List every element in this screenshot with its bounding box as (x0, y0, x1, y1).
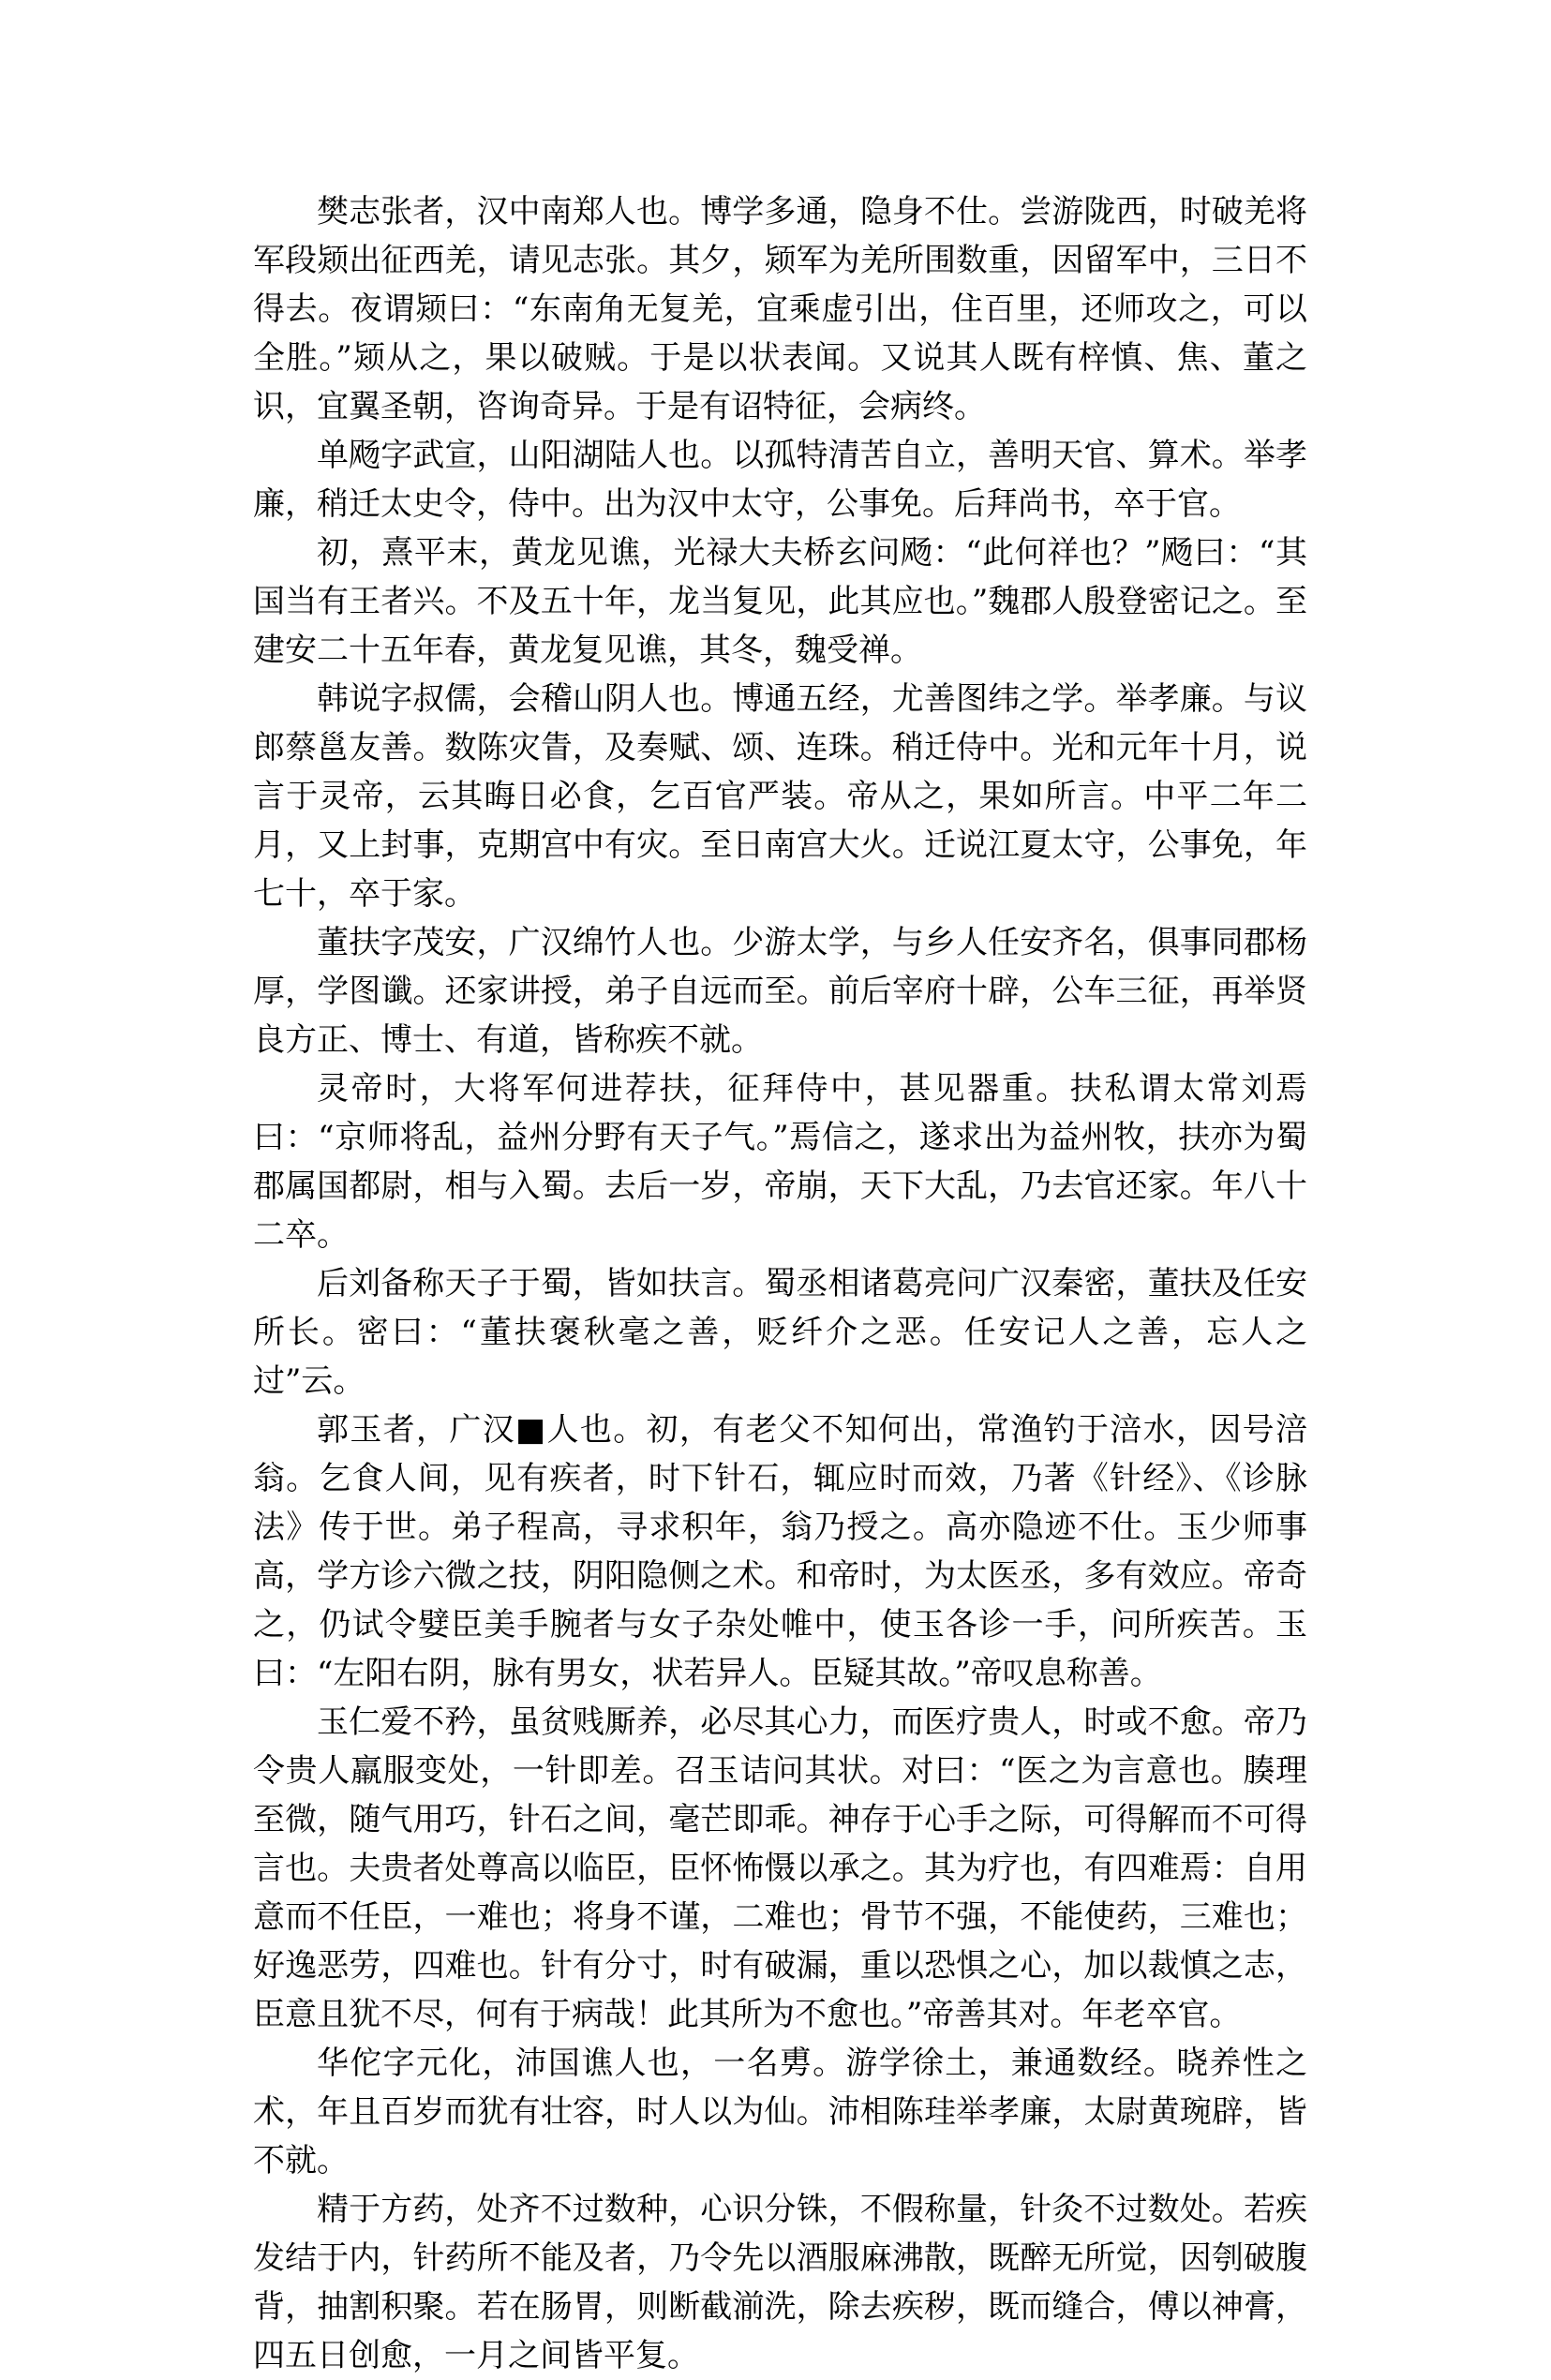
paragraph-guo-yu-four-difficulties: 玉仁爱不矜，虽贫贱厮养，必尽其心力，而医疗贵人，时或不愈。帝乃令贵人羸服变处，一针即差。召玉诘问其状。对曰：“医之为言意也。腠理至微，随气用巧，针石之间，毫芒即乖。神存于心手之际，可得解而不可得言也。夫贵者处尊高以临臣，臣怀怖慑以承之。其为疗也，有四难焉：自用意而不任臣，一难也；将身不谨，二难也；骨节不强，不能使药，三难也；好逸恶劳，四难也。针有分寸，时有破漏，重以恐惧之心，加以裁慎之志，臣意且犹不尽，何有于病哉！此其所为不愈也。”帝善其对。年老卒官。 (253, 1703, 1307, 2033)
paragraph-yellow-dragon: 初，熹平末，黄龙见谯，光禄大夫桥玄问飏：“此何祥也？”飏曰：“其国当有王者兴。不及五十年，龙当复见，此其应也。”魏郡人殷登密记之。至建安二十五年春，黄龙复见谯，其冬，魏受禅。 (253, 534, 1307, 669)
document-page (253, 187, 1307, 2380)
paragraph-guo-yu: 郭玉者，广汉■人也。初，有老父不知何出，常渔钓于涪水，因号涪翁。乞食人间，见有疾者，时下针石，辄应时而效，乃著《针经》、《诊脉法》传于世。弟子程高，寻求积年，翁乃授之。高亦隐迹不仕。玉少师事高，学方诊六微之技，阴阳隐侧之术。和帝时，为太医丞，多有效应。帝奇之，仍试令嬖臣美手腕者与女子杂处帷中，使玉各诊一手，问所疾苦。玉曰：“左阳右阴，脉有男女，状若异人。臣疑其故。”帝叹息称善。 (253, 1411, 1307, 1692)
paragraph-hua-tuo-medicine: 精于方药，处齐不过数种，心识分铢，不假称量，针灸不过数处。若疾发结于内，针药所不能及者，乃令先以酒服麻沸散，既醉无所觉，因刳破腹背，抽割积聚。若在肠胃，则断截湔洗，除去疾秽，既而缝合，傅以神膏，四五日创愈，一月之间皆平复。 (253, 2191, 1307, 2374)
paragraph-shan-yang: 单飏字武宣，山阳湖陆人也。以孤特清苦自立，善明天官、算术。举孝廉，稍迁太史令，侍中。出为汉中太守，公事免。后拜尚书，卒于官。 (253, 437, 1307, 523)
paragraph-fan-zhizhang: 樊志张者，汉中南郑人也。博学多通，隐身不仕。尝游陇西，时破羌将军段颎出征西羌，请见志张。其夕，颎军为羌所围数重，因留军中，三日不得去。夜谓颎曰：“东南角无复羌，宜乘虚引出，住百里，还师攻之，可以全胜。”颎从之，果以破贼。于是以状表闻。又说其人既有梓慎、焦、董之识，宜翼圣朝，咨询奇异。于是有诏特征，会病终。 (253, 193, 1307, 425)
paragraph-liu-bei: 后刘备称天子于蜀，皆如扶言。蜀丞相诸葛亮问广汉秦密，董扶及任安所长。密曰：“董扶褒秋毫之善，贬纤介之恶。任安记人之善，忘人之过”云。 (253, 1265, 1307, 1400)
paragraph-han-shuo: 韩说字叔儒，会稽山阴人也。博通五经，尤善图纬之学。举孝廉。与议郎蔡邕友善。数陈灾眚，及奏赋、颂、连珠。稍迁侍中。光和元年十月，说言于灵帝，云其晦日必食，乞百官严装。帝从之，果如所言。中平二年二月，又上封事，克期宫中有灾。至日南宫大火。迁说江夏太守，公事免，年七十，卒于家。 (253, 680, 1307, 913)
paragraph-hua-tuo: 华佗字元化，沛国谯人也，一名旉。游学徐土，兼通数经。晓养性之术，年且百岁而犹有壮容，时人以为仙。沛相陈珪举孝廉，太尉黄琬辟，皆不就。 (253, 2045, 1307, 2179)
paragraph-dong-fu: 董扶字茂安，广汉绵竹人也。少游太学，与乡人任安齐名，俱事同郡杨厚，学图谶。还家讲授，弟子自远而至。前后宰府十辟，公车三征，再举贤良方正、博士、有道，皆称疾不就。 (253, 924, 1307, 1059)
paragraph-dong-fu-lingdi: 灵帝时，大将军何进荐扶，征拜侍中，甚见器重。扶私谓太常刘焉曰：“京师将乱，益州分野有天子气。”焉信之，遂求出为益州牧，扶亦为蜀郡属国都尉，相与入蜀。去后一岁，帝崩，天下大乱，乃去官还家。年八十二卒。 (253, 1070, 1307, 1254)
